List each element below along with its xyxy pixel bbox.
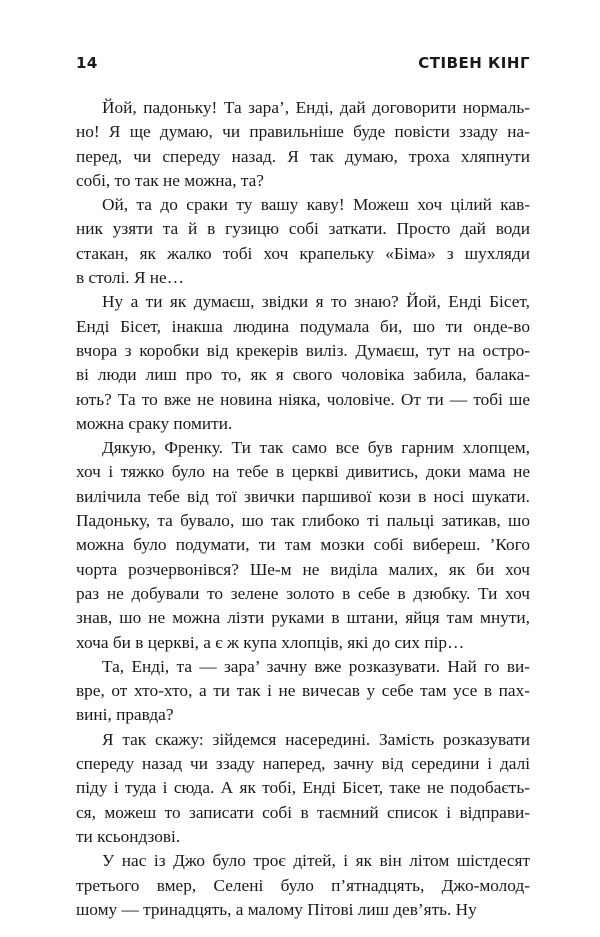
paragraph bbox=[76, 728, 530, 849]
running-head-author: СТІВЕН КІНГ bbox=[418, 54, 530, 72]
text-line: піду і туда і сюда. А як тобі, Енді Бісет, таке не подобаєть- bbox=[76, 778, 530, 798]
text-line: Та, Енді, та — зара’ зачну вже розказувати. Най го ви- bbox=[102, 656, 530, 676]
text-line: можна сраку помити. bbox=[76, 413, 233, 433]
text-line: Дякую, Френку. Ти так само все був гарним хлопцем, bbox=[102, 438, 530, 458]
text-line: Падоньку, та бувало, шо так глибоко ті пальці затикав, шо bbox=[76, 511, 530, 531]
paragraph bbox=[76, 849, 530, 922]
text-line: вині, правда? bbox=[76, 705, 174, 725]
text-line: третього вмер, Селені було п’ятнадцять, Джо-молод- bbox=[76, 875, 530, 895]
text-line: в столі. Я не… bbox=[76, 268, 184, 288]
text-line: вре, от хто-хто, а ти так і не вичесав у себе там усе в пах- bbox=[76, 681, 530, 701]
text-line: но! Я ще думаю, чи правильніше буде повісти ззаду на- bbox=[76, 122, 530, 142]
text-line: ся, можеш то записати собі в таємний список і відправи- bbox=[76, 802, 530, 822]
text-line: спереду назад чи ззаду наперед, зачну від середини і далі bbox=[76, 754, 530, 774]
text-line: Ой, та до сраки ту вашу каву! Можеш хоч цілий кав- bbox=[102, 195, 530, 215]
text-line: стакан, як жалко тобі хоч крапельку «Біма» з шухляди bbox=[76, 243, 530, 263]
paragraph bbox=[76, 655, 530, 728]
text-line: вилічила тебе від тої звички паршивої кози в носі шукати. bbox=[76, 486, 530, 506]
text-line: перед, чи спереду назад. Я так думаю, троха хляпнути bbox=[76, 146, 530, 166]
text-line: ник узяти та й в гузицю собі заткати. Просто дай води bbox=[76, 219, 530, 239]
paragraph bbox=[76, 290, 530, 436]
text-line: ють? Та то вже не новина ніяка, чоловіче. От ти — тобі ше bbox=[76, 389, 530, 409]
text-line: хоча би в церкві, а є ж купа хлопців, які до сих пір… bbox=[76, 632, 465, 652]
text-line: хоч і тяжко було на тебе в церкві дивитись, доки мама не bbox=[76, 462, 530, 482]
text-line: Ну а ти як думаєш, звідки я то знаю? Йой, Енді Бісет, bbox=[102, 292, 530, 312]
text-line: Я так скажу: зійдемся насередині. Замість розказувати bbox=[102, 729, 530, 749]
text-line: ві люди лиш про то, як я свого чоловіка забила, балака- bbox=[76, 365, 530, 385]
running-head bbox=[76, 54, 530, 78]
text-line: можна було подумати, ти там мозки собі вибереш. ’Кого bbox=[76, 535, 530, 555]
text-line: шому — тринадцять, а малому Пітові лиш дев’ять. Ну bbox=[76, 899, 477, 919]
paragraph bbox=[76, 193, 530, 290]
page-number: 14 bbox=[76, 54, 98, 72]
text-line: Енді Бісет, інакша людина подумала би, шо ти онде-во bbox=[76, 316, 530, 336]
body-text bbox=[76, 96, 530, 922]
text-line: собі, то так не можна, та? bbox=[76, 170, 264, 190]
text-line: У нас із Джо було троє дітей, і як він літом шістдесят bbox=[102, 851, 530, 871]
text-line: чорта розчервонівся? Ше-м не виділа малих, як би хоч bbox=[76, 559, 530, 579]
text-line: вчора з коробки від крекерів виліз. Думаєш, тут на остро- bbox=[76, 340, 530, 360]
text-line: раз не добували то зелене золото в себе в дзюбку. Ти хоч bbox=[76, 583, 530, 603]
text-line: знав, шо не можна лізти руками в штани, яйця там мнути, bbox=[76, 608, 530, 628]
text-line: ти ксьондзові. bbox=[76, 826, 181, 846]
text-line: Йой, падоньку! Та зара’, Енді, дай договорити нормаль- bbox=[102, 98, 530, 117]
paragraph bbox=[76, 436, 530, 655]
paragraph bbox=[76, 96, 530, 193]
